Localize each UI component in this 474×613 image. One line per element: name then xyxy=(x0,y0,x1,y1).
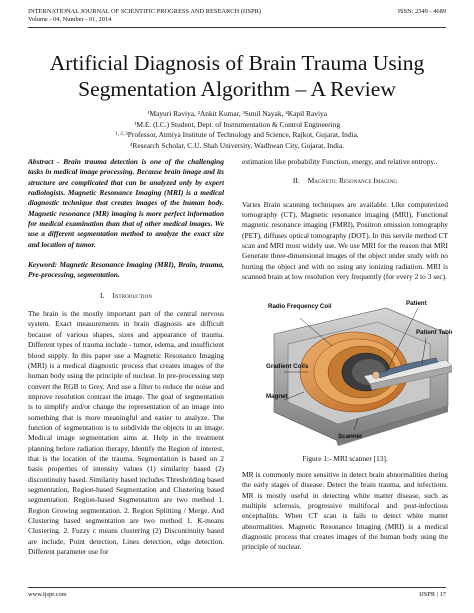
figure-caption: Figure 1:- MRI scanner [13]. xyxy=(302,454,388,463)
abstract: Abstract - Brain trauma detection is one of the challenging tasks in medical image processing. Because brain image and its structure are complicated that can be analyzed only by expert radiologists. Magnetic Resonance Imaging (MRI) is a medical diagnostic technique that creates images of the human body. Magnetic resonance (MR) imaging is more perfect information for medical examination than that of other medical images. We use a different segmentation method to analyze the exact size and location of tumor. xyxy=(28,157,224,249)
author-names: Mayuri Raviya, ²Ankit Kumar, ³Sunil Nayak, ⁴Kapil Raviya xyxy=(149,109,327,118)
label-radio-frequency-coil: Radio Frequency Coil xyxy=(268,303,332,310)
mri-text: Varies Brain scanning techniques are available. Like computerized tomography (CT), Magnetic resonance imaging (MRI), Functional magnetic resonance imaging (FMRI), Positron emission tomography (PET), diffuses optical tomography (DOT). In this servile method CT scan and MRI most widely use. We use MRI for the reason that MRI Generate three-dimensional images of the object under study with no hurting the object and with no using any ionizing radiation. MRI is scanned brain at low resolution very frequently (for every 2 to 3 sec). xyxy=(242,199,448,282)
affiliation-3: Research Scholar, C.U. Shah University, Wadhwan City, Gujarat, India. xyxy=(132,140,345,150)
paper-title xyxy=(20,50,454,102)
section-heading-introduction: I. Introduction xyxy=(99,290,153,300)
volume-info: Volume - 04, Number - 01, 2014 xyxy=(28,16,112,23)
author-block: $^1$Mayuri Raviya, ²Ankit Kumar, ³Sunil Nayak, ⁴Kapil Raviya $^1$M.E. (I.C.) Student, Dept. of Instrumentation & Control Engineering $^{1, 2, 3}$Professor, Atmiya Institute of Technology and Science, Rajkot, Gujarat, India. $^4$Research Scholar, C.U. Shah University, Wadhwan City, Gujarat, India. xyxy=(115,109,359,150)
left-column xyxy=(28,157,224,557)
introduction-text: The brain is the mostly important part of the central nervous system. Exact measurements in brain diagnosis are difficult because of various shapes, sizes and appearance of trauma. Different types of trauma include - tumor, edema, and insufficient blood supply. In this paper use a Magnetic Resonance Imaging (MRI) is a medical diagnostic process that creates images of the human body using the principle of nuclear. In pre-processing step convert the RGB to Grey. And use a filter to reduce the noise and improve resolution contrast the image. The goal of segmentation is to simplify and/or change the representation of an image into something that is more meaningful and easier to analyze. The function of segmentation is to subdivide the objects in an image. Medical image segmentation aims at. Help in the treatment planning before radiation therapy, Identify the Region of interest, that is the location of the trauma. Segmentation is based on 2 basis properties of intensity values (1) similarity based (2) discontinuity based. Similarity based includes Thresholding based segmentation, Region-based Segmentation and Clustering based segmentation. Region-based Segmentation are two method 1. Region Growing segmentation. 2. Region Splitting / Merge. And Clustering based segmentation are two method 1. K-means Clustering. 2. Fuzzy c means clustering (2) Discontinuity based are include, Point detection, Lines detection, edge detection. Different parameter use for xyxy=(28,309,224,557)
footer-site: www.ijspr.com xyxy=(28,591,67,598)
mri-scanner-illustration xyxy=(266,294,452,446)
mri-text-continued: MR is commonly more sensitive in detect brain abnormalities during the early stages of disease. Detect the brain trauma, and infections. MR is mostly useful in detecting white matter disease, such as multiple sclerosis, progressive multifocal and post-infectious encephalitis. When CT scan is fails to detect white matter abnormalities. Magnetic Resonance Imaging (MRI) is a medical diagnostic process that creates images of the human body using the principle of nuclear. xyxy=(242,470,448,552)
continued-text: estimation like probability Function, energy, and relative entropy.. xyxy=(242,157,438,166)
issn: ISSN: 2349 - 4689 xyxy=(397,8,446,15)
right-column-bottom xyxy=(242,470,448,553)
affiliation-1: M.E. (I.C.) Student, Dept. of Instrumentation & Control Engineering xyxy=(136,119,341,129)
label-patient-table: Patient Table xyxy=(416,329,452,336)
journal-name: INTERNATIONAL JOURNAL OF SCIENTIFIC PROGRESS AND RESEARCH (IJSPR) xyxy=(28,8,261,15)
affiliation-2: Professor, Atmiya Institute of Technology and Science, Rajkot, Gujarat, India. xyxy=(127,130,359,139)
label-gradient-coils: Gradient Coils xyxy=(266,363,309,370)
label-scanner: Scanner xyxy=(338,433,363,440)
right-column-top xyxy=(242,157,448,282)
title-line-1: Artificial Diagnosis of Brain Trauma Using xyxy=(49,51,425,75)
label-magnet: Magnet xyxy=(266,393,288,400)
footer-rule xyxy=(28,587,446,588)
mri-scanner-figure xyxy=(266,294,452,446)
section-heading-mri: II. Magnetic Resonance Imaging xyxy=(292,176,398,186)
header-rule xyxy=(28,27,446,28)
keywords: Keyword: Magnetic Resonance Imaging (MRI), Brain, trauma, Pre-processing, segmentation. xyxy=(28,260,224,280)
title-line-2: Segmentation Algorithm – A Review xyxy=(78,77,396,101)
footer-page-number: IJSPR | 17 xyxy=(419,591,446,598)
label-patient: Patient xyxy=(406,300,427,307)
